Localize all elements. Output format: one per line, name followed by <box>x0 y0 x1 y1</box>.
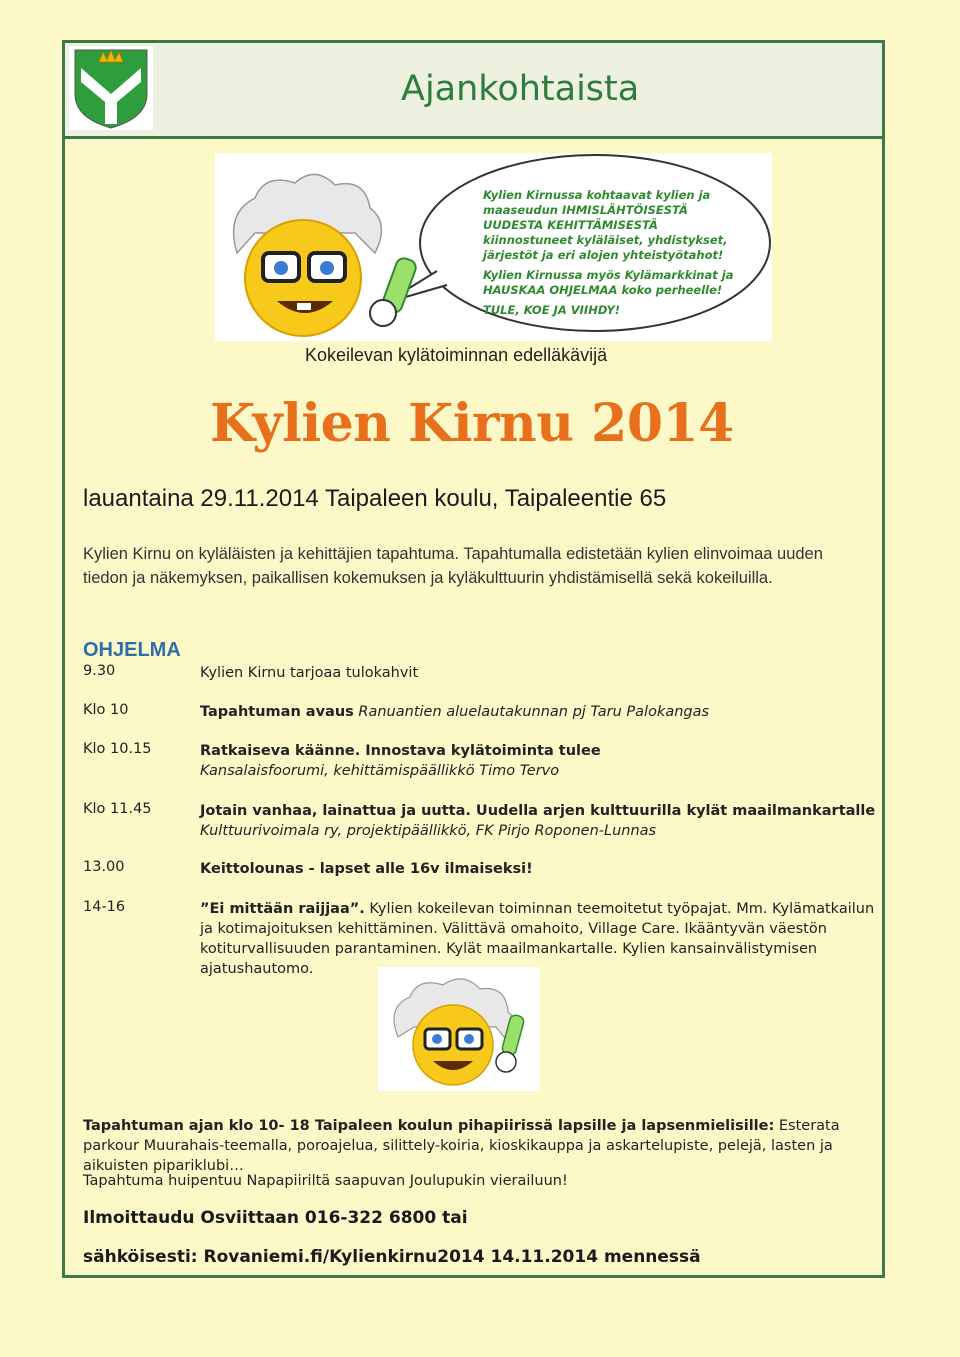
professor-speech-illustration <box>215 153 772 341</box>
program-entry: Tapahtuman avaus Ranuantien aluelautakunnan pj Taru Palokangas <box>200 704 710 720</box>
program-time: 13.00 <box>83 859 125 875</box>
subtitle: Kokeilevan kylätoiminnan edelläkävijä <box>305 345 608 365</box>
registration-phone: Ilmoittaudu Osviittaan 016-322 6800 tai <box>83 1208 468 1228</box>
poster-frame <box>62 40 885 1278</box>
program-time: Klo 10.15 <box>83 741 152 757</box>
intro-paragraph: Kylien Kirnu on kyläläisten ja kehittäjien tapahtuma. Tapahtumalla edistetään kylien elinvoimaa uuden tiedon ja näkemyksen, paikallisen kokemuksen ja kyläkulttuurin yhdistämisellä sekä kokeiluilla. <box>83 545 823 587</box>
santa-visit-line: Tapahtuma huipentuu Napapiiriltä saapuvan Joulupukin vierailuun! <box>83 1173 568 1189</box>
bubble-line: kiinnostuneet kyläläiset, yhdistykset, <box>483 233 728 247</box>
bubble-line: UUDESTA KEHITTÄMISESTÄ <box>483 218 658 232</box>
bubble-line: Kylien Kirnussa myös Kylämarkkinat ja <box>483 268 734 282</box>
municipality-crest-icon <box>69 46 153 130</box>
registration-online: sähköisesti: Rovaniemi.fi/Kylienkirnu2014 14.11.2014 mennessä <box>83 1247 701 1267</box>
bubble-line: maaseudun IHMISLÄHTÖISESTÄ <box>483 203 688 217</box>
program-entry: Keittolounas - lapset alle 16v ilmaiseksi! <box>200 861 533 877</box>
program-entry: Ratkaiseva käänne. Innostava kylätoiminta tulee Kansalaisfoorumi, kehittämispäällikkö Timo Tervo <box>200 743 601 779</box>
page-title: Ajankohtaista <box>401 69 640 109</box>
date-location: lauantaina 29.11.2014 Taipaleen koulu, Taipaleentie 65 <box>83 485 667 512</box>
bubble-line: HAUSKAA OHJELMAA koko perheelle! <box>483 283 723 297</box>
kids-activities-paragraph: Tapahtuman ajan klo 10- 18 Taipaleen koulun pihapiirissä lapsille ja lapsenmielisille: Esterata parkour Muurahais-teemalla, poroajelua, silittely-koiria, kioskikauppa ja askartelupiste, pelejä, lasten ja aikuisten pipariklubi… <box>83 1118 840 1174</box>
program-time: Klo 10 <box>83 702 129 718</box>
program-entry: Kylien Kirnu tarjoaa tulokahvit <box>200 665 419 681</box>
program-time: Klo 11.45 <box>83 801 152 817</box>
bubble-line: TULE, KOE JA VIIHDY! <box>483 303 621 317</box>
program-heading: OHJELMA <box>83 639 181 661</box>
program-time: 14-16 <box>83 899 126 915</box>
header-bar <box>65 43 882 139</box>
bubble-line: Kylien Kirnussa kohtaavat kylien ja <box>483 188 711 202</box>
program-time: 9.30 <box>83 663 116 679</box>
professor-illustration <box>378 967 540 1091</box>
program-entry: Jotain vanhaa, lainattua ja uutta. Uudella arjen kulttuurilla kylät maailmankartalle Kulttuurivoimala ry, projektipäällikkö, FK Pirjo Roponen-Lunnas <box>200 803 876 839</box>
bubble-line: järjestöt ja eri alojen yhteistyötahot! <box>483 248 724 262</box>
program-entry: ”Ei mittään raijjaa”. Kylien kokeilevan toiminnan teemoitetut työpajat. Mm. Kylämatkailun ja kotimajoituksen kehittäminen. Välittävä omahoito, Village Care. Ikääntyvän väestön kotiturvallisuuden parantaminen. Kylät maailmankartalle. Kylien kansainvälistymisen ajatushautomo. <box>200 901 875 977</box>
event-title: Kylien Kirnu 2014 <box>210 393 734 454</box>
